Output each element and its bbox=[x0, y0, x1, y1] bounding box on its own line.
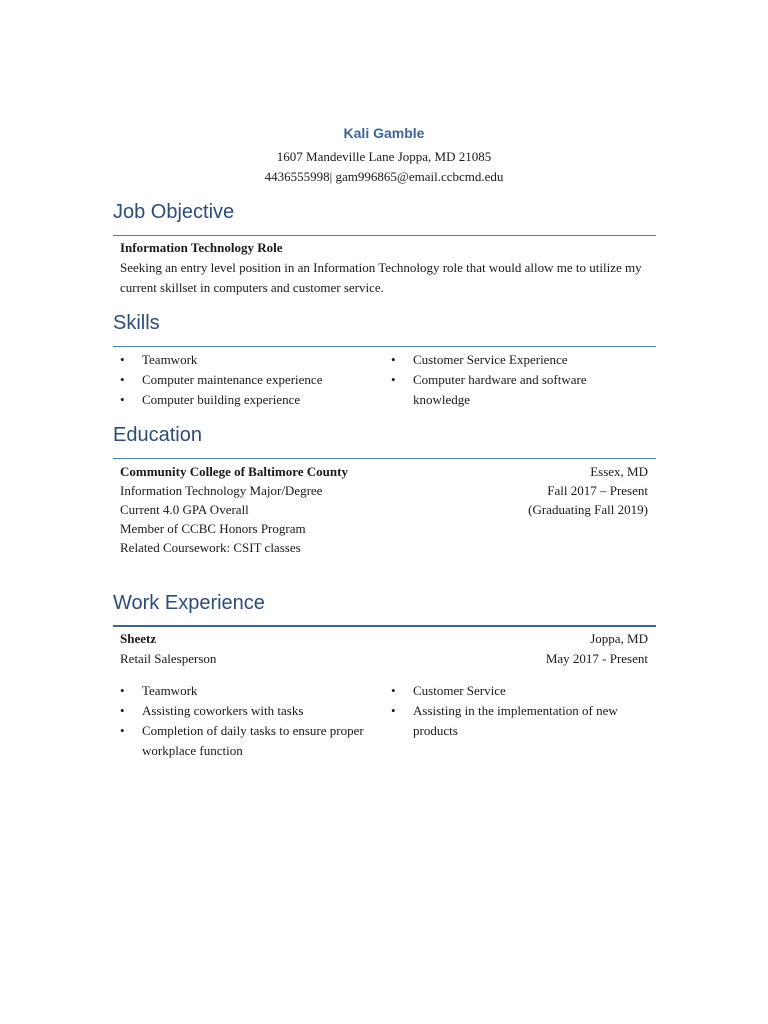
skills-list-right bbox=[391, 350, 641, 410]
education-school: Community College of Baltimore County bbox=[120, 464, 348, 479]
list-item: • Computer building experience bbox=[120, 390, 370, 410]
list-item: • Customer Service bbox=[391, 681, 656, 701]
list-item: • Teamwork bbox=[120, 681, 370, 701]
work-dates: May 2017 - Present bbox=[545, 651, 648, 666]
work-duties-right bbox=[391, 681, 656, 741]
phone-email: 4436555998| gam996865@email.ccbcmd.edu bbox=[264, 169, 504, 184]
work-location: Joppa, MD bbox=[590, 631, 648, 646]
skills-heading: Skills bbox=[113, 312, 160, 334]
objective-text: Seeking an entry level position in an Information Technology role that would allow me to utilize my current skillset in computers and customer service. bbox=[120, 260, 642, 295]
skills-list-left bbox=[120, 350, 370, 410]
education-dates: Fall 2017 – Present bbox=[547, 483, 648, 498]
skills-divider bbox=[113, 346, 656, 347]
education-location: Essex, MD bbox=[590, 464, 648, 479]
objective-heading: Job Objective bbox=[113, 201, 235, 223]
work-position: Retail Salesperson bbox=[120, 651, 217, 666]
work-duties-left bbox=[120, 681, 370, 761]
objective-divider bbox=[113, 235, 656, 236]
education-graduating: (Graduating Fall 2019) bbox=[528, 502, 648, 517]
work-company: Sheetz bbox=[120, 631, 157, 646]
list-item: • Customer Service Experience bbox=[391, 350, 641, 370]
list-item: • Computer hardware and software knowledge bbox=[391, 370, 641, 410]
list-item: • Computer maintenance experience bbox=[120, 370, 370, 390]
list-item: • Completion of daily tasks to ensure proper workplace function bbox=[120, 721, 370, 761]
list-item: • Assisting coworkers with tasks bbox=[120, 701, 370, 721]
education-coursework: Related Coursework: CSIT classes bbox=[120, 540, 301, 555]
list-item: • Assisting in the implementation of new products bbox=[391, 701, 656, 741]
objective-role: Information Technology Role bbox=[120, 240, 283, 255]
work-heading: Work Experience bbox=[113, 592, 265, 614]
list-item: • Teamwork bbox=[120, 350, 370, 370]
education-heading: Education bbox=[113, 424, 202, 446]
education-gpa: Current 4.0 GPA Overall bbox=[120, 502, 249, 517]
education-divider bbox=[113, 458, 656, 459]
education-honors: Member of CCBC Honors Program bbox=[120, 521, 306, 536]
education-major: Information Technology Major/Degree bbox=[120, 483, 323, 498]
candidate-name: Kali Gamble bbox=[343, 125, 425, 141]
address: 1607 Mandeville Lane Joppa, MD 21085 bbox=[276, 149, 492, 164]
work-divider bbox=[113, 625, 656, 627]
